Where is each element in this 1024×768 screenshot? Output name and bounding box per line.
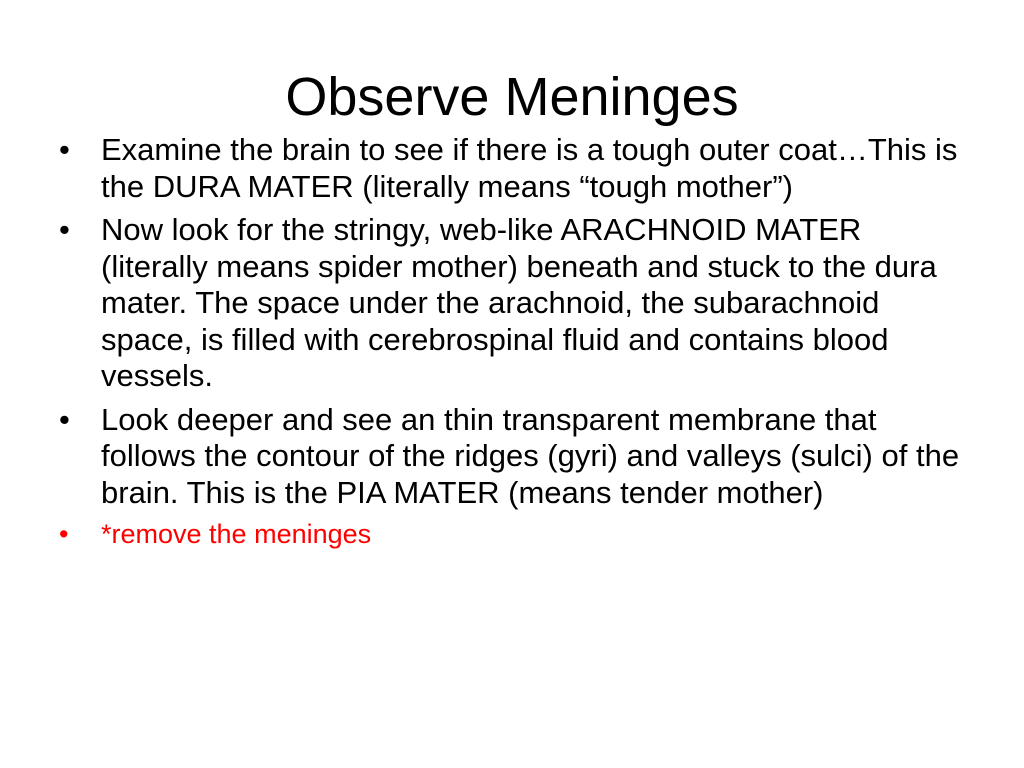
slide-title: Observe Meninges xyxy=(285,67,739,127)
bullet-item-arachnoid-mater xyxy=(56,212,966,395)
bullet-dot-icon: • xyxy=(59,401,70,437)
bullet-text: Examine the brain to see if there is a tough outer coat…This is the DURA MATER (literally means “tough mother”) xyxy=(101,132,958,204)
bullet-text: *remove the meninges xyxy=(101,519,372,549)
bullet-item-pia-mater xyxy=(56,402,966,512)
bullet-dot-icon: • xyxy=(59,212,70,247)
bullet-item-dura-mater xyxy=(56,132,966,205)
bullet-dot-icon: • xyxy=(59,519,69,549)
bullet-text: Now look for the stringy, web-like ARACHNOID MATER (literally means spider mother) beneath and stuck to the dura mater. The space under the arachnoid, the subarachnoid space, is filled with cerebrospinal fluid and contains blood vessels. xyxy=(101,212,937,393)
bullet-list xyxy=(56,132,966,557)
bullet-dot-icon: • xyxy=(59,132,70,167)
bullet-text: Look deeper and see an thin transparent membrane that follows the contour of the ridges (gyri) and valleys (sulci) of the brain. This is the PIA MATER (means tender mother) xyxy=(101,401,960,510)
bullet-item-remove-meninges xyxy=(56,518,966,550)
